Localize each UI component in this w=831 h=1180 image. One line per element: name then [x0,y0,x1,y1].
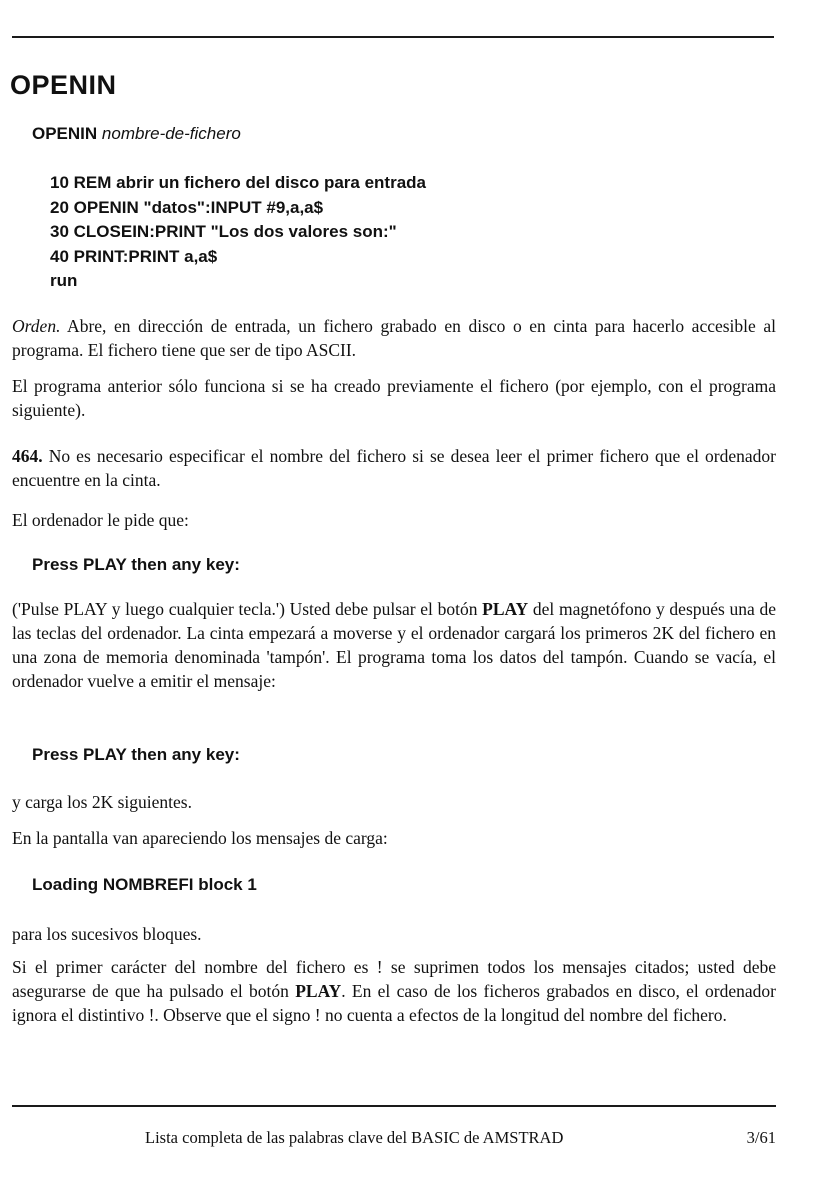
syntax-argument: nombre-de-fichero [101,124,241,143]
paragraph-definition [12,314,776,362]
play-button-label: PLAY [482,599,529,619]
definition-lead: Orden. [12,316,61,336]
bottom-rule [12,1105,776,1107]
top-rule [12,36,774,38]
paragraph-prompt-intro: El ordenador le pide que: [12,510,189,530]
paragraph-note: El programa anterior sólo funciona si se ha creado previamente el fichero (por ejemplo, con el programa siguiente). [12,376,776,420]
play-button-label: PLAY [295,981,342,1001]
paragraph-464 [12,444,776,492]
code-line: 40 PRINT:PRINT a,a$ [50,246,218,266]
paragraph-suppress-messages: Si el primer carácter del nombre del fichero es ! se suprimen todos los mensajes citados; usted debe asegurarse de que ha pulsado el botón PLAY. En el caso de los ficheros grabados en disco, el ordenador ignora el distintivo !. Observe que el signo ! no cuenta a efectos de la longitud del nombre del fichero. [12,957,776,1025]
paragraph-blocks: para los sucesivos bloques. [12,924,202,944]
message-press-play-2: Press PLAY then any key: [32,745,240,764]
footer-title: Lista completa de las palabras clave del BASIC de AMSTRAD [145,1128,564,1147]
code-line: 20 OPENIN "datos":INPUT #9,a,a$ [50,197,324,217]
paragraph-464-text: No es necesario especificar el nombre del fichero si se desea leer el primer fichero que el ordenador encuentre en la cinta. [12,446,776,490]
model-label: 464. [12,446,43,466]
page-number: 3/61 [746,1128,776,1147]
message-press-play-1: Press PLAY then any key: [32,555,240,574]
paragraph-next-2k: y carga los 2K siguientes. [12,792,192,812]
code-listing [50,171,426,294]
message-loading: Loading NOMBREFI block 1 [32,875,257,894]
code-line: 30 CLOSEIN:PRINT "Los dos valores son:" [50,222,397,241]
syntax-line [32,124,241,144]
page-title: OPENIN [10,70,117,100]
code-line: run [50,271,78,290]
paragraph-loading-intro: En la pantalla van apareciendo los mensajes de carga: [12,828,388,848]
code-line: 10 REM abrir un fichero del disco para entrada [50,173,426,192]
syntax-keyword: OPENIN [32,124,98,143]
paragraph-play-instructions: ('Pulse PLAY y luego cualquier tecla.') Usted debe pulsar el botón PLAY del magnetófono y después una de las teclas del ordenador. La cinta empezará a moverse y el ordenador cargará los primeros 2K del fichero en una zona de memoria denominada 'tampón'. El programa toma los datos del tampón. Cuando se vacía, el ordenador vuelve a emitir el mensaje: [12,599,776,691]
definition-text: Abre, en dirección de entrada, un fichero grabado en disco o en cinta para hacerlo accesible al programa. El fichero tiene que ser de tipo ASCII. [12,316,776,360]
